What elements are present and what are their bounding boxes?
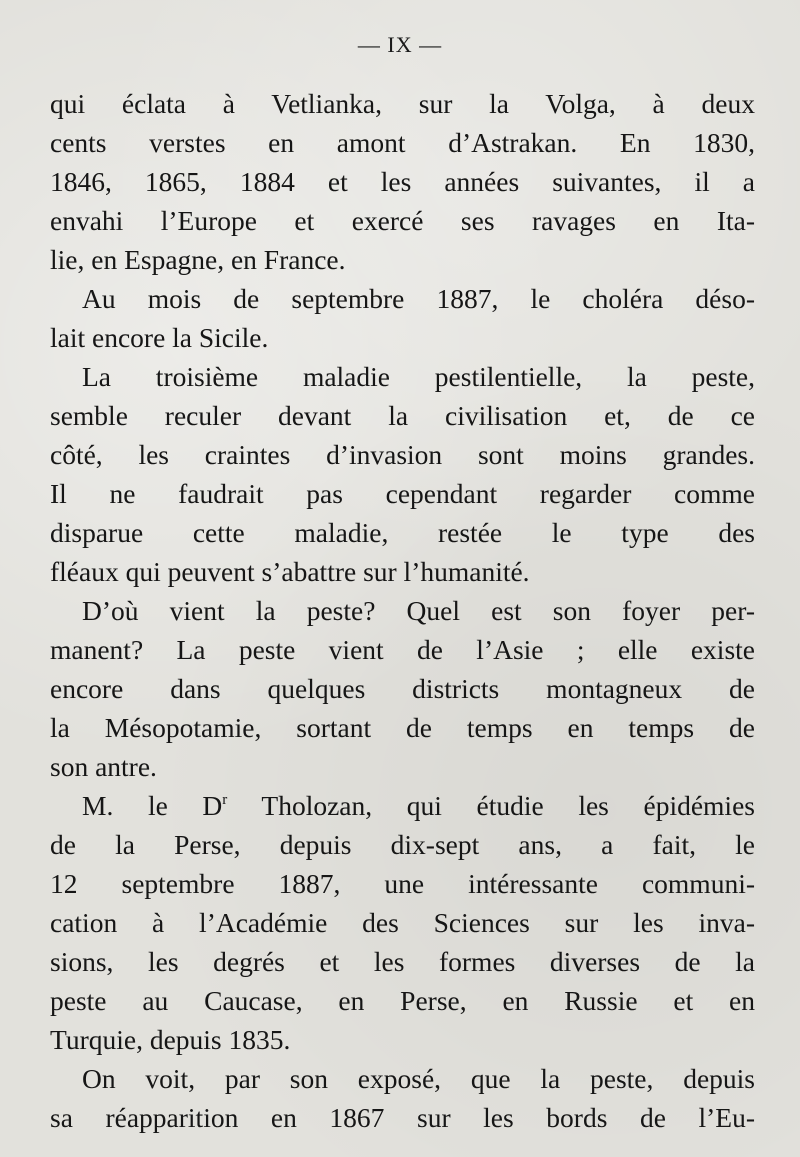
text-line: fléaux qui peuvent s’abattre sur l’humanité. xyxy=(50,556,530,587)
text-line: qui éclata à Vetlianka, sur la Volga, à deux xyxy=(50,88,755,119)
text-line: cents verstes en amont d’Astrakan. En 1830, xyxy=(50,127,755,158)
text-line: La troisième maladie pestilentielle, la peste, xyxy=(82,361,755,392)
text-line: sa réapparition en 1867 sur les bords de l’Eu- xyxy=(50,1102,755,1133)
text-line: Turquie, depuis 1835. xyxy=(50,1024,291,1055)
text-line: 1846, 1865, 1884 et les années suivantes, il a xyxy=(50,166,755,197)
superscript-r: r xyxy=(222,792,228,808)
page-number-header: — IX — xyxy=(357,32,443,57)
text-line: la Mésopotamie, sortant de temps en temps de xyxy=(50,712,755,743)
text-line: envahi l’Europe et exercé ses ravages en Ita- xyxy=(50,205,755,236)
text-line: peste au Caucase, en Perse, en Russie et en xyxy=(50,985,755,1016)
text-line: encore dans quelques districts montagneux de xyxy=(50,673,755,704)
text-line: de la Perse, depuis dix-sept ans, a fait, le xyxy=(50,829,755,860)
text-line: sions, les degrés et les formes diverses de la xyxy=(50,946,755,977)
text-line: lait encore la Sicile. xyxy=(50,322,269,353)
text-line: Il ne faudrait pas cependant regarder comme xyxy=(50,478,755,509)
text-fragment: M. le D xyxy=(82,790,223,821)
text-line: cation à l’Académie des Sciences sur les inva- xyxy=(50,907,755,938)
text-line: son antre. xyxy=(50,751,157,782)
text-line: semble reculer devant la civilisation et, de ce xyxy=(50,400,755,431)
text-line: côté, les craintes d’invasion sont moins grandes. xyxy=(50,439,755,470)
body-text xyxy=(50,84,755,1137)
text-line: lie, en Espagne, en France. xyxy=(50,244,346,275)
text-line xyxy=(50,786,755,825)
text-line: On voit, par son exposé, que la peste, depuis xyxy=(82,1063,755,1094)
text-line: D’où vient la peste? Quel est son foyer per- xyxy=(82,595,755,626)
text-fragment: Tholozan, qui étudie les épidémies xyxy=(227,790,755,821)
text-line: 12 septembre 1887, une intéressante communi- xyxy=(50,868,755,899)
text-line: manent? La peste vient de l’Asie ; elle existe xyxy=(50,634,755,665)
text-line: disparue cette maladie, restée le type des xyxy=(50,517,755,548)
text-line: Au mois de septembre 1887, le choléra déso- xyxy=(82,283,755,314)
